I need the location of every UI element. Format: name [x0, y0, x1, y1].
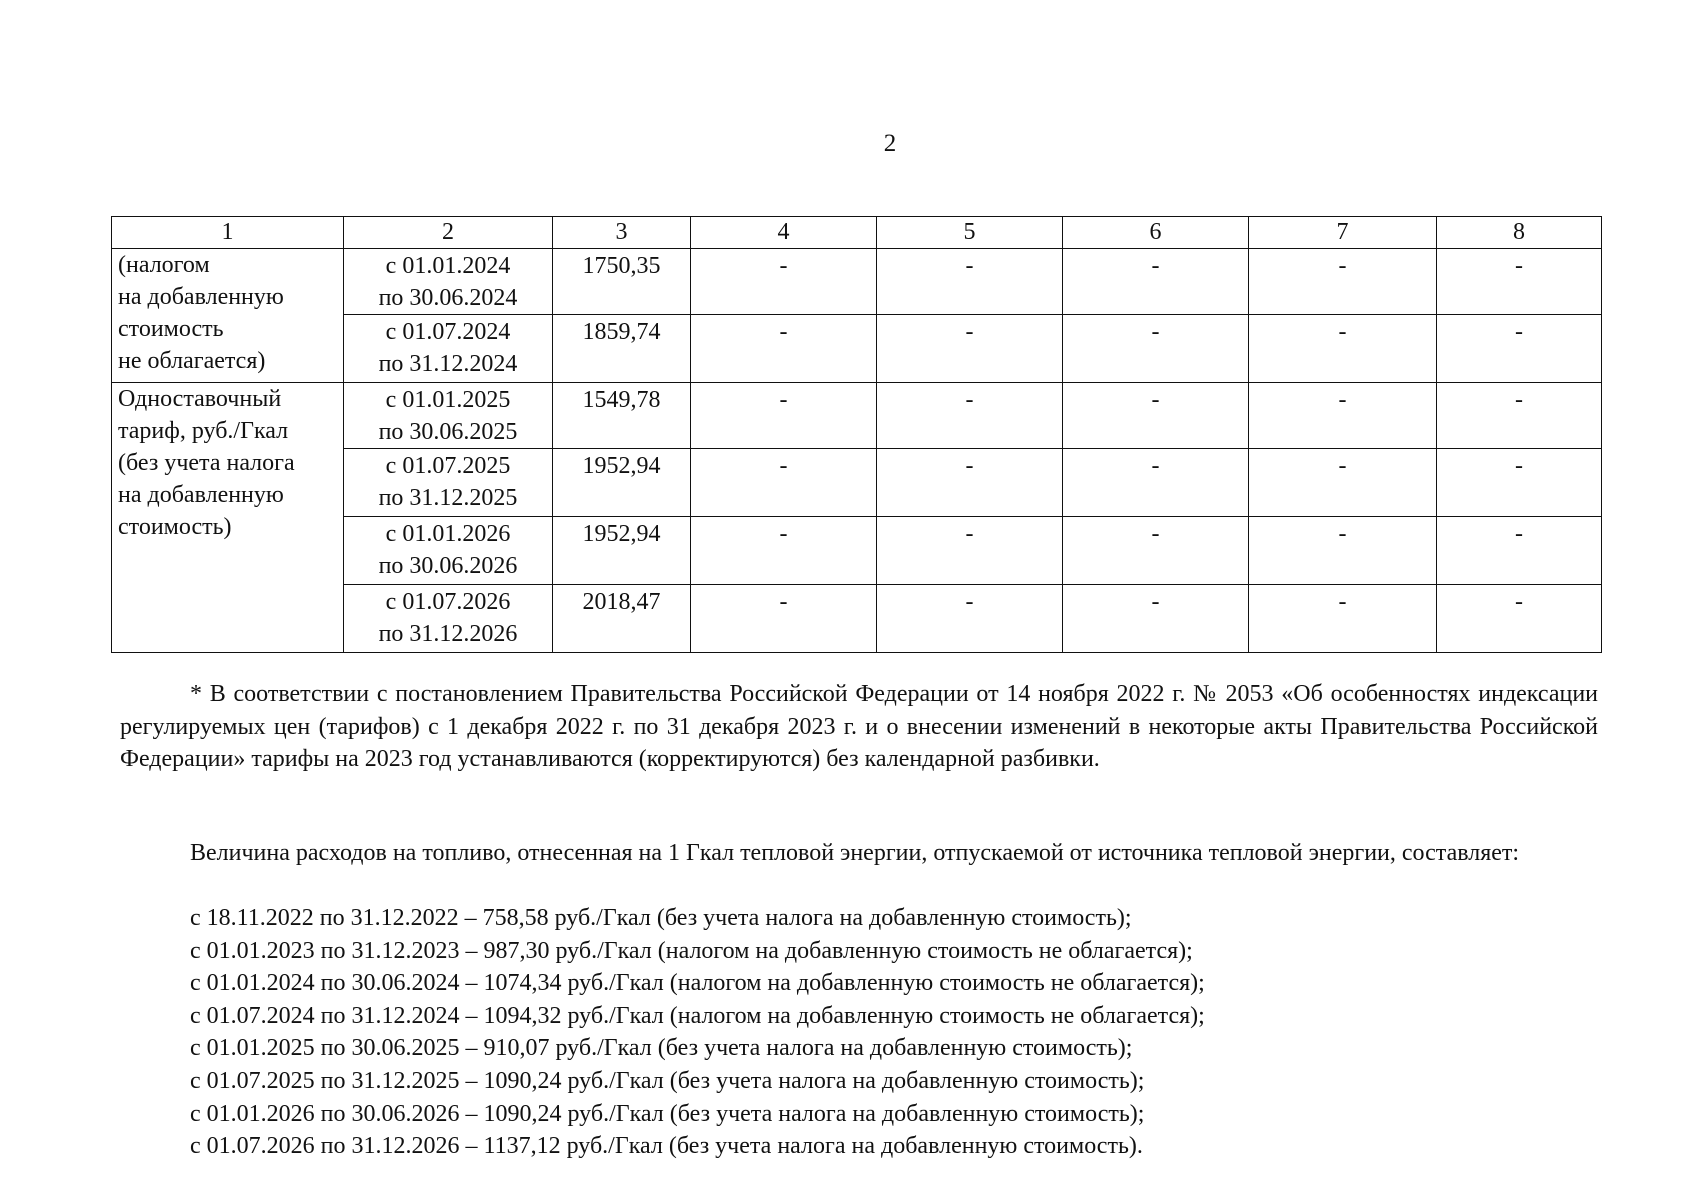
- list-item: с 01.01.2026 по 30.06.2026 – 1090,24 руб./Гкал (без учета налога на добавленную стоимость);: [190, 1100, 1145, 1127]
- column-header: 1: [112, 217, 344, 249]
- table-row: [112, 383, 1602, 449]
- table-cell: -: [1249, 585, 1437, 653]
- tariff-value-cell: 1549,78: [553, 383, 691, 449]
- period-cell: с 01.07.2025 по 31.12.2025: [344, 449, 553, 517]
- table-cell: -: [1063, 315, 1249, 383]
- fuel-cost-intro: Величина расходов на топливо, отнесенная на 1 Гкал тепловой энергии, отпускаемой от источника тепловой энергии, составляет:: [190, 840, 1520, 866]
- table-cell: -: [1063, 585, 1249, 653]
- tariff-value-cell: 1952,94: [553, 449, 691, 517]
- table-cell: -: [1249, 315, 1437, 383]
- column-header: 7: [1249, 217, 1437, 249]
- column-header: 4: [691, 217, 877, 249]
- column-header: 5: [877, 217, 1063, 249]
- tariff-value-cell: 2018,47: [553, 585, 691, 653]
- table-cell: -: [1437, 585, 1602, 653]
- tariff-name-cell: (налогом на добавленную стоимость не облагается): [112, 249, 344, 383]
- table-cell: -: [1249, 383, 1437, 449]
- table-row: [112, 249, 1602, 315]
- table-cell: -: [1063, 449, 1249, 517]
- fuel-cost-list: [190, 902, 1610, 1163]
- table-cell: -: [877, 585, 1063, 653]
- period-cell: с 01.07.2026 по 31.12.2026: [344, 585, 553, 653]
- period-cell: с 01.01.2025 по 30.06.2025: [344, 383, 553, 449]
- table-cell: -: [1437, 249, 1602, 315]
- column-header: 6: [1063, 217, 1249, 249]
- period-cell: с 01.01.2024 по 30.06.2024: [344, 249, 553, 315]
- table-cell: -: [1249, 449, 1437, 517]
- table-cell: -: [1437, 517, 1602, 585]
- list-item: с 18.11.2022 по 31.12.2022 – 758,58 руб./Гкал (без учета налога на добавленную стоимость);: [190, 905, 1132, 931]
- tariff-table: [111, 216, 1602, 653]
- list-item: с 01.01.2024 по 30.06.2024 – 1074,34 руб./Гкал (налогом на добавленную стоимость не облагается);: [190, 970, 1205, 997]
- table-cell: -: [877, 517, 1063, 585]
- list-item: с 01.07.2025 по 31.12.2025 – 1090,24 руб./Гкал (без учета налога на добавленную стоимость);: [190, 1067, 1145, 1094]
- list-item: с 01.07.2024 по 31.12.2024 – 1094,32 руб./Гкал (налогом на добавленную стоимость не облагается);: [190, 1002, 1205, 1029]
- tariff-value-cell: 1952,94: [553, 517, 691, 585]
- page-number: 2: [883, 130, 897, 157]
- footnote-paragraph: * В соответствии с постановлением Правительства Российской Федерации от 14 ноября 2022 г. № 2053 «Об особенностях индексации регулируемых цен (тарифов) с 1 декабря 2022 г. по 31 декабря 2023 г. и о внесении изменений в некоторые акты Правительства Российской Федерации» тарифы на 2023 год устанавливаются (корректируются) без календарной разбивки.: [120, 681, 1598, 772]
- table-cell: -: [877, 249, 1063, 315]
- table-cell: -: [1437, 449, 1602, 517]
- table-cell: -: [691, 517, 877, 585]
- list-item: с 01.01.2023 по 31.12.2023 – 987,30 руб./Гкал (налогом на добавленную стоимость не облагается);: [190, 937, 1193, 964]
- table-cell: -: [1249, 517, 1437, 585]
- table-cell: -: [691, 383, 877, 449]
- table-cell: -: [691, 249, 877, 315]
- table-cell: -: [691, 585, 877, 653]
- table-cell: -: [691, 449, 877, 517]
- tariff-name-cell: Одноставочный тариф, руб./Гкал (без учета налога на добавленную стоимость): [112, 383, 344, 653]
- table-cell: -: [1437, 315, 1602, 383]
- column-header: 8: [1437, 217, 1602, 249]
- column-header: 2: [344, 217, 553, 249]
- table-cell: -: [1249, 249, 1437, 315]
- table-cell: -: [877, 383, 1063, 449]
- table-cell: -: [1063, 383, 1249, 449]
- tariff-value-cell: 1859,74: [553, 315, 691, 383]
- table-cell: -: [877, 315, 1063, 383]
- list-item: с 01.07.2026 по 31.12.2026 – 1137,12 руб./Гкал (без учета налога на добавленную стоимость).: [190, 1133, 1143, 1160]
- table-cell: -: [1063, 517, 1249, 585]
- table-cell: -: [691, 315, 877, 383]
- period-cell: с 01.07.2024 по 31.12.2024: [344, 315, 553, 383]
- table-cell: -: [1437, 383, 1602, 449]
- period-cell: с 01.01.2026 по 30.06.2026: [344, 517, 553, 585]
- table-cell: -: [877, 449, 1063, 517]
- tariff-value-cell: 1750,35: [553, 249, 691, 315]
- table-header-row: [112, 217, 1602, 249]
- column-header: 3: [553, 217, 691, 249]
- table-cell: -: [1063, 249, 1249, 315]
- list-item: с 01.01.2025 по 30.06.2025 – 910,07 руб./Гкал (без учета налога на добавленную стоимость);: [190, 1035, 1133, 1062]
